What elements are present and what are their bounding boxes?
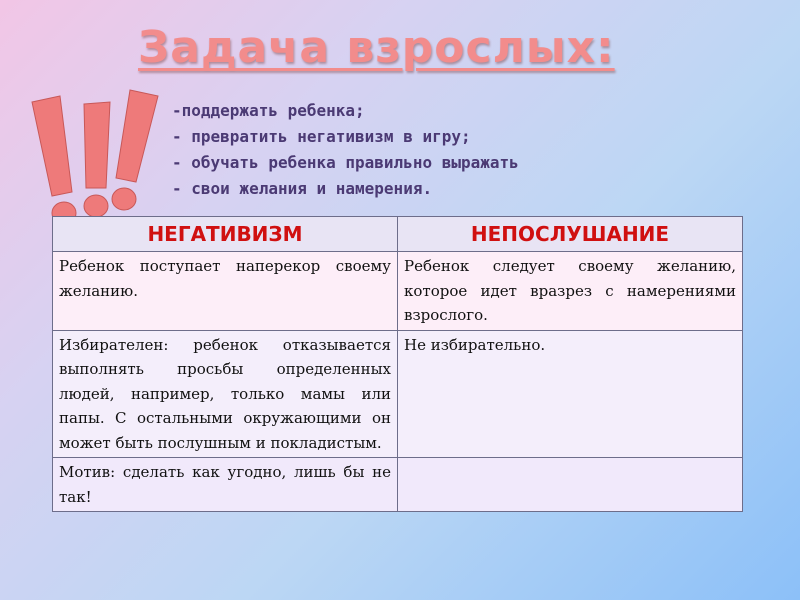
table-cell xyxy=(398,458,743,512)
table-cell: Не избирательно. xyxy=(398,330,743,458)
table-header-row xyxy=(53,217,743,252)
task-list xyxy=(172,98,519,202)
header-negativism: НЕГАТИВИЗМ xyxy=(53,217,398,252)
exclamation-marks-icon xyxy=(20,82,170,232)
task-item: -поддержать ребенка; xyxy=(172,101,365,120)
table-cell: Ребенок поступает наперекор своему желанию. xyxy=(53,252,398,331)
task-item: - свои желания и намерения. xyxy=(172,179,433,198)
task-item: - превратить негативизм в игру; xyxy=(172,127,471,146)
comparison-table xyxy=(52,216,743,512)
table-cell: Ребенок следует своему желанию, которое идет вразрез с намерениями взрослого. xyxy=(398,252,743,331)
slide-title: Задача взрослых: xyxy=(138,22,615,73)
task-item: - обучать ребенка правильно выражать xyxy=(172,153,519,172)
table-row xyxy=(53,458,743,512)
table-row xyxy=(53,330,743,458)
table-row xyxy=(53,252,743,331)
table-cell: Избирателен: ребенок отказывается выполнять просьбы определенных людей, например, только мамы или папы. С остальными окружающими он может быть послушным и покладистым. xyxy=(53,330,398,458)
header-disobedience: НЕПОСЛУШАНИЕ xyxy=(398,217,743,252)
table-cell: Мотив: сделать как угодно, лишь бы не так! xyxy=(53,458,398,512)
